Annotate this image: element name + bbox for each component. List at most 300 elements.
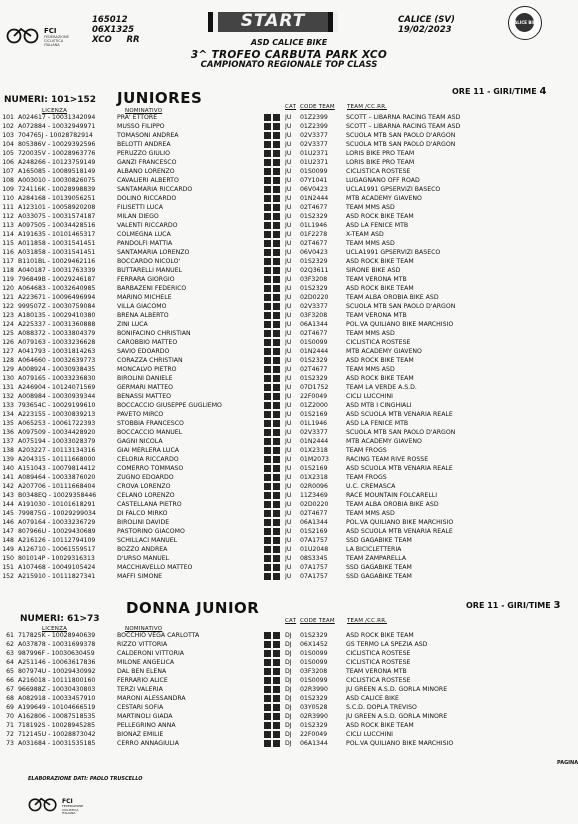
check-box xyxy=(273,123,280,130)
team-name: SSD GAGABIKE TEAM xyxy=(346,564,412,571)
check-box xyxy=(264,195,271,202)
rider-name: BOZZO ANDREA xyxy=(117,546,168,553)
check-box xyxy=(273,546,280,553)
category: JU xyxy=(285,348,292,355)
check-box xyxy=(264,123,271,130)
table-row xyxy=(0,685,578,694)
table-row xyxy=(0,383,578,392)
team-name: ASD LA FENICE MTB xyxy=(346,222,409,229)
rider-name: FERRARA GIORGIO xyxy=(117,276,175,283)
bib-number: 114 xyxy=(2,231,14,238)
table-row xyxy=(0,455,578,464)
rider-name: MUSSO FILIPPO xyxy=(117,123,165,130)
license-code: 720035V - 10028963776 xyxy=(18,150,96,157)
team-code: 02T4677 xyxy=(300,330,328,337)
rider-name: DAL BEN ELENA xyxy=(117,668,167,675)
team-code: 01M2073 xyxy=(300,456,329,463)
table-row xyxy=(0,631,578,640)
team-name: UCLA1991 GPSERVIZI BASECO xyxy=(346,186,441,193)
check-box xyxy=(273,713,280,720)
category: JU xyxy=(285,384,292,391)
check-box xyxy=(273,150,280,157)
category: JU xyxy=(285,294,292,301)
check-box xyxy=(273,384,280,391)
rider-name: MILONE ANGELICA xyxy=(117,659,175,666)
category: JU xyxy=(285,132,292,139)
license-code: A223671 - 10096496994 xyxy=(18,294,96,301)
team-name: TEAM ZAMPARELLA xyxy=(346,555,407,562)
team-name: ASD ROCK BIKE TEAM xyxy=(346,375,414,382)
category: JU xyxy=(285,303,292,310)
team-name: ASD SCUOLA MTB VENARIA REALE xyxy=(346,411,453,418)
rider-name: CORAZZA CHRISTIAN xyxy=(117,357,183,364)
category: JU xyxy=(285,231,292,238)
check-box xyxy=(264,731,271,738)
license-code: A079165 - 10033236830 xyxy=(18,375,96,382)
license-code: A191030 - 10101618291 xyxy=(18,501,96,508)
team-code: 06V0423 xyxy=(300,186,328,193)
table-row xyxy=(0,446,578,455)
rider-name: DOLINO RICCARDO xyxy=(117,195,177,202)
rider-name: BIROLINI DAVIDE xyxy=(117,519,170,526)
team-code: 01F2278 xyxy=(300,231,328,238)
check-box xyxy=(264,456,271,463)
category: JU xyxy=(285,168,292,175)
team-code: 01N2444 xyxy=(300,438,329,445)
race-code-1: 165012 xyxy=(92,15,128,25)
race-code-3: XCO xyxy=(92,35,112,45)
team-name: LUGAGNANO OFF ROAD xyxy=(346,177,420,184)
table-row xyxy=(0,293,578,302)
bib-number: 146 xyxy=(2,519,14,526)
rider-name: SANTAMARIA LORENZO xyxy=(117,249,190,256)
team-code: 03F3208 xyxy=(300,312,328,319)
team-code: 07A1757 xyxy=(300,564,328,571)
check-box xyxy=(273,704,280,711)
category: DJ xyxy=(285,704,292,711)
bib-number: 122 xyxy=(2,303,14,310)
rider-name: MAFFI SIMONE xyxy=(117,573,162,580)
check-box xyxy=(264,168,271,175)
license-code: A097505 - 10034428516 xyxy=(18,222,96,229)
check-box xyxy=(273,249,280,256)
table-row xyxy=(0,131,578,140)
check-box xyxy=(273,186,280,193)
check-box xyxy=(264,686,271,693)
rider-name: CELORIA RICCARDO xyxy=(117,456,179,463)
bib-number: 136 xyxy=(2,429,14,436)
check-box xyxy=(273,447,280,454)
section-laps: 4 xyxy=(539,86,547,97)
data-processing-note: ELABORAZIONE DATI: PAOLO TRUSCELLO xyxy=(28,776,143,782)
rider-name: GIAI MERLERA LUCA xyxy=(117,447,180,454)
check-box xyxy=(273,240,280,247)
team-name: RACING TEAM RIVE ROSSE xyxy=(346,456,429,463)
category: JU xyxy=(285,474,292,481)
table-row xyxy=(0,721,578,730)
check-box xyxy=(273,722,280,729)
team-name: MTB ACADEMY GIAVENO xyxy=(346,195,422,202)
rider-name: MARONI ALESSANDRA xyxy=(117,695,186,702)
category: JU xyxy=(285,150,292,157)
bib-number: 152 xyxy=(2,573,14,580)
team-name: SCUOLA MTB SAN PAOLO D'ARGON xyxy=(346,303,456,310)
team-code: 07A1757 xyxy=(300,573,328,580)
race-place: CALICE (SV) xyxy=(398,15,455,25)
category: JU xyxy=(285,249,292,256)
team-code: 01Z2399 xyxy=(300,114,328,121)
table-row xyxy=(0,667,578,676)
bib-number: 65 xyxy=(6,668,14,675)
bib-number: 110 xyxy=(2,195,14,202)
category: DJ xyxy=(285,695,292,702)
check-box xyxy=(264,465,271,472)
license-code: A107468 - 10049105424 xyxy=(18,564,96,571)
section-laps: 3 xyxy=(553,600,561,611)
license-code: A199649 - 10104666519 xyxy=(18,704,96,711)
table-row xyxy=(0,536,578,545)
bib-number: 107 xyxy=(2,168,14,175)
bib-number: 123 xyxy=(2,312,14,319)
team-name: SCUOLA MTB SAN PAOLO D'ARGON xyxy=(346,141,456,148)
team-code: 01S2329 xyxy=(300,258,328,265)
category: JU xyxy=(285,357,292,364)
team-name: ASD ROCK BIKE TEAM xyxy=(346,357,414,364)
rider-name: FILISETTI LUCA xyxy=(117,204,163,211)
license-code: B1101BL - 10029462116 xyxy=(18,258,96,265)
check-box xyxy=(264,114,271,121)
team-name: TEAM MMS ASD xyxy=(346,204,395,211)
category: JU xyxy=(285,438,292,445)
category: JU xyxy=(285,447,292,454)
bib-number: 130 xyxy=(2,375,14,382)
bib-number: 150 xyxy=(2,555,14,562)
bib-number: 131 xyxy=(2,384,14,391)
table-row xyxy=(0,410,578,419)
check-box xyxy=(273,366,280,373)
license-code: A064660 - 10032639773 xyxy=(18,357,96,364)
team-code: 02Q3611 xyxy=(300,267,329,274)
table-row xyxy=(0,122,578,131)
category: JU xyxy=(285,204,292,211)
check-box xyxy=(264,632,271,639)
check-box xyxy=(264,321,271,328)
bib-number: 116 xyxy=(2,249,14,256)
rider-name: CAVALIERI ALBERTO xyxy=(117,177,179,184)
rider-name: BIONAZ EMILIE xyxy=(117,731,164,738)
category: JU xyxy=(285,465,292,472)
table-row xyxy=(0,554,578,563)
table-row xyxy=(0,392,578,401)
license-code: A203227 - 10113134316 xyxy=(18,447,96,454)
bib-number: 120 xyxy=(2,285,14,292)
license-code: A248266 - 10123759149 xyxy=(18,159,96,166)
category: JU xyxy=(285,159,292,166)
section-numbers-label: NUMERI: 101>152 xyxy=(4,95,97,105)
rider-name: SCHILLACI MANUEL xyxy=(117,537,178,544)
license-code: 801014P - 10029316313 xyxy=(18,555,95,562)
check-box xyxy=(264,429,271,436)
category: JU xyxy=(285,501,292,508)
col-cat: CAT xyxy=(285,104,297,110)
check-box xyxy=(273,285,280,292)
category: JU xyxy=(285,375,292,382)
table-row xyxy=(0,356,578,365)
check-box xyxy=(264,704,271,711)
check-box xyxy=(273,267,280,274)
team-name: CICLISTICA ROSTESE xyxy=(346,168,411,175)
championship-title: CAMPIONATO REGIONALE TOP CLASS xyxy=(200,60,378,70)
table-row xyxy=(0,194,578,203)
category: DJ xyxy=(285,668,292,675)
table-row xyxy=(0,730,578,739)
check-box xyxy=(273,731,280,738)
rider-name: CROVA LORENZO xyxy=(117,483,171,490)
team-name: CICLISTICA ROSTESE xyxy=(346,650,411,657)
team-name: LORIS BIKE PRO TEAM xyxy=(346,159,415,166)
race-date: 19/02/2023 xyxy=(398,25,452,35)
category: JU xyxy=(285,555,292,562)
bib-number: 138 xyxy=(2,447,14,454)
team-name: SIRONE BIKE ASD xyxy=(346,267,401,274)
check-box xyxy=(264,267,271,274)
check-box xyxy=(264,339,271,346)
rider-name: MARINO MICHELE xyxy=(117,294,172,301)
rider-name: STOBBIA FRANCESCO xyxy=(117,420,184,427)
table-row xyxy=(0,473,578,482)
bib-number: 117 xyxy=(2,258,14,265)
team-code: 01L1946 xyxy=(300,420,328,427)
license-code: A041793 - 10031814263 xyxy=(18,348,96,355)
team-code: 01S2329 xyxy=(300,375,328,382)
check-box xyxy=(273,740,280,747)
team-name: SSD GAGABIKE TEAM xyxy=(346,537,412,544)
rider-name: BIROLINI DANIELE xyxy=(117,375,173,382)
team-name: MTB ACADEMY GIAVENO xyxy=(346,438,422,445)
rider-name: DI FALCO MIRKO xyxy=(117,510,168,517)
col-team: TEAM /CC.RR. xyxy=(347,104,387,110)
bib-number: 68 xyxy=(6,695,14,702)
team-code: 08S3345 xyxy=(300,555,328,562)
check-box xyxy=(273,195,280,202)
check-box xyxy=(264,537,271,544)
table-row xyxy=(0,500,578,509)
category: DJ xyxy=(285,659,292,666)
rider-name: ZUGNO EDOARDO xyxy=(117,474,174,481)
rider-name: BOCCARDO NICOLO' xyxy=(117,258,181,265)
rider-name: D'URSO MANUEL xyxy=(117,555,170,562)
check-box xyxy=(273,177,280,184)
rider-name: PASTORINO GIACOMO xyxy=(117,528,185,535)
license-code: A097509 - 10034428920 xyxy=(18,429,96,436)
rider-name: PRA' ETTORE xyxy=(117,114,158,121)
table-row xyxy=(0,518,578,527)
rider-name: VALENTI RICCARDO xyxy=(117,222,178,229)
check-box xyxy=(273,213,280,220)
team-name: JU GREEN A.S.D. GORLA MINORE xyxy=(346,686,448,693)
team-name: TEAM MMS ASD xyxy=(346,330,395,337)
team-code: 01S2169 xyxy=(300,411,328,418)
table-row xyxy=(0,257,578,266)
check-box xyxy=(264,204,271,211)
check-box xyxy=(264,411,271,418)
rider-name: COLMEGNA LUCA xyxy=(117,231,171,238)
license-code: A031858 - 10031541451 xyxy=(18,249,96,256)
check-box xyxy=(264,510,271,517)
check-box xyxy=(264,240,271,247)
bib-number: 127 xyxy=(2,348,14,355)
category: JU xyxy=(285,420,292,427)
bib-number: 101 xyxy=(2,114,14,121)
club-logo-text: CALICE BIKE xyxy=(511,20,539,25)
category: JU xyxy=(285,546,292,553)
fci-short: FCI xyxy=(44,27,57,35)
table-row xyxy=(0,239,578,248)
rider-name: GANZI FRANCESCO xyxy=(117,159,177,166)
team-name: TEAM FROGS xyxy=(346,474,387,481)
check-box xyxy=(264,650,271,657)
check-box xyxy=(264,348,271,355)
check-box xyxy=(273,420,280,427)
category: DJ xyxy=(285,677,292,684)
footer-fci-logo xyxy=(28,796,88,814)
team-name: ASD MTB I CINGHIALI xyxy=(346,402,412,409)
check-box xyxy=(264,177,271,184)
license-code: A126710 - 10061559517 xyxy=(18,546,96,553)
category: JU xyxy=(285,528,292,535)
check-box xyxy=(264,641,271,648)
bib-number: 135 xyxy=(2,420,14,427)
table-row xyxy=(0,311,578,320)
team-code: 02T4677 xyxy=(300,366,328,373)
check-box xyxy=(264,132,271,139)
team-name: POL.VA QUILIANO BIKE MARCHISIO xyxy=(346,519,454,526)
check-box xyxy=(264,231,271,238)
rider-name: BOCCHIO VEGA CARLOTTA xyxy=(117,632,200,639)
table-row xyxy=(0,149,578,158)
team-name: UCLA1991 GPSERVIZI BASECO xyxy=(346,249,441,256)
bib-number: 128 xyxy=(2,357,14,364)
category: JU xyxy=(285,573,292,580)
bib-number: 67 xyxy=(6,686,14,693)
table-row xyxy=(0,140,578,149)
team-name: ASD SCUOLA MTB VENARIA REALE xyxy=(346,528,453,535)
category: JU xyxy=(285,285,292,292)
team-name: SCUOLA MTB SAN PAOLO D'ARGON xyxy=(346,429,456,436)
license-code: A079164 - 10033236729 xyxy=(18,519,96,526)
team-name: ASD SCUOLA MTB VENARIA REALE xyxy=(346,465,453,472)
bib-number: 133 xyxy=(2,402,14,409)
team-name: SCOTT – LIBARNA RACING TEAM ASD xyxy=(346,123,461,130)
event-title: 3^ TROFEO CARBUTA PARK XCO xyxy=(190,49,388,61)
check-box xyxy=(273,132,280,139)
team-name: POL.VA QUILIANO BIKE MARCHISIO xyxy=(346,321,454,328)
bib-number: 105 xyxy=(2,150,14,157)
bib-number: 104 xyxy=(2,141,14,148)
license-code: A284168 - 10139056251 xyxy=(18,195,96,202)
license-code: A215910 - 10111827341 xyxy=(18,573,96,580)
check-box xyxy=(273,528,280,535)
team-code: 02V3377 xyxy=(300,141,328,148)
bib-number: 132 xyxy=(2,393,14,400)
check-box xyxy=(273,429,280,436)
category: JU xyxy=(285,411,292,418)
category: JU xyxy=(285,483,292,490)
team-name: CICLISTICA ROSTESE xyxy=(346,339,411,346)
team-code: 02R3990 xyxy=(300,713,328,720)
team-code: 01S0099 xyxy=(300,650,328,657)
table-row xyxy=(0,509,578,518)
team-code: 01Z2399 xyxy=(300,123,328,130)
section-title: JUNIORES xyxy=(117,89,203,107)
license-code: A065253 - 10061722393 xyxy=(18,420,96,427)
check-box xyxy=(273,258,280,265)
license-code: 805386V - 10029392596 xyxy=(18,141,96,148)
bicycle-icon xyxy=(28,796,58,812)
check-box xyxy=(273,357,280,364)
team-name: POL.VA QUILIANO BIKE MARCHISIO xyxy=(346,740,454,747)
bib-number: 69 xyxy=(6,704,14,711)
table-row xyxy=(0,401,578,410)
check-box xyxy=(264,474,271,481)
check-box xyxy=(273,686,280,693)
bib-number: 61 xyxy=(6,632,14,639)
check-box xyxy=(273,222,280,229)
category: JU xyxy=(285,177,292,184)
check-box xyxy=(264,285,271,292)
rider-name: MACCHIAVELLO MATTEO xyxy=(117,564,193,571)
team-name: SSD GAGABIKE TEAM xyxy=(346,573,412,580)
club-logo xyxy=(508,6,542,40)
check-box xyxy=(264,740,271,747)
table-row xyxy=(0,365,578,374)
license-code: A225337 - 10031360888 xyxy=(18,321,96,328)
check-box xyxy=(264,420,271,427)
category: JU xyxy=(285,429,292,436)
category: DJ xyxy=(285,686,292,693)
organizer-club: ASD CALICE BIKE xyxy=(250,38,328,47)
team-code: 01S0099 xyxy=(300,339,328,346)
team-name: TEAM VERONA MTB xyxy=(346,312,407,319)
fci-short: FCI xyxy=(62,798,73,805)
category: JU xyxy=(285,330,292,337)
bib-number: 106 xyxy=(2,159,14,166)
team-name: SCUOLA MTB SAN PAOLO D'ARGON xyxy=(346,132,456,139)
team-name: TEAM VERONA MTB xyxy=(346,668,407,675)
license-code: 999507Z - 10030759084 xyxy=(18,303,96,310)
check-box xyxy=(264,159,271,166)
team-code: 02V3377 xyxy=(300,429,328,436)
rider-name: CERRO ANNAGIULIA xyxy=(117,740,179,747)
race-code-2: 06X1325 xyxy=(92,25,135,35)
check-box xyxy=(264,677,271,684)
team-code: 02V3377 xyxy=(300,132,328,139)
rider-name: BRENA ALBERTO xyxy=(117,312,169,319)
category: JU xyxy=(285,213,292,220)
check-box xyxy=(264,186,271,193)
category: DJ xyxy=(285,641,292,648)
bib-number: 124 xyxy=(2,321,14,328)
rider-name: VILLA GIACOMO xyxy=(117,303,167,310)
check-box xyxy=(273,312,280,319)
table-row xyxy=(0,419,578,428)
category: DJ xyxy=(285,731,292,738)
check-box xyxy=(264,438,271,445)
col-team: TEAM /CC.RR. xyxy=(347,618,387,624)
table-row xyxy=(0,649,578,658)
rider-name: PAVETO MIRCO xyxy=(117,411,164,418)
team-code: 02D0220 xyxy=(300,501,329,508)
